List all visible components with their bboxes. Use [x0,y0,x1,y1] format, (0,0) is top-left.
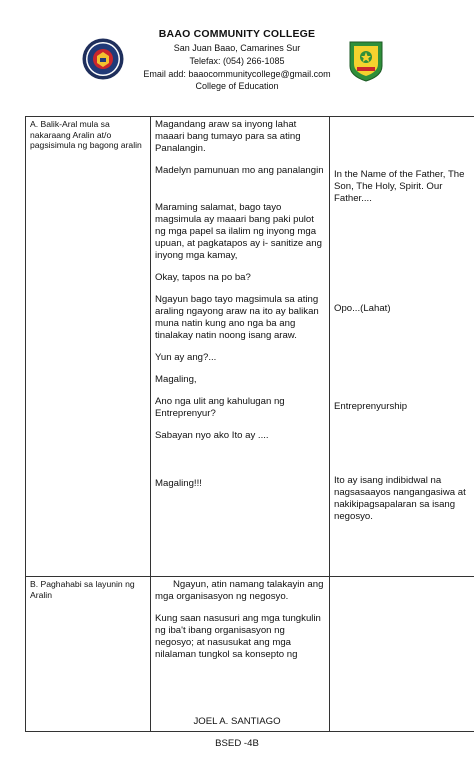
section-label: A. Balik-Aral mula sa nakaraang Aralin at/o pagsisimula ng bagong aralin [30,119,142,150]
institution-telefax: Telefax: (054) 266-1085 [189,56,285,66]
teacher-line: Magaling, [155,374,197,385]
institution-email: Email add: baaocommunitycollege@gmail.com [143,69,331,79]
table-row [26,117,474,577]
college-seal-icon [82,38,124,80]
student-line: Entreprenyurship [334,401,408,412]
section-cell [26,577,151,732]
institution-address: San Juan Baao, Camarines Sur [173,43,301,53]
teacher-activity-cell [151,577,330,732]
teacher-line: Ngayun, atin namang talakayin ang mga organisasyon ng negosyo. [155,579,324,602]
teacher-line: Maraming salamat, bago tayo magsimula ay maaari bang paki pulot ng mga papel sa ilalim ng inyong mga upuan, at pagkatapos ay i- sanitize ang inyong mga kamay, [155,202,322,261]
student-line: Ito ay isang indibidwal na nagsasaayos nangangasiwa at nakikipagsapalaran sa isang negosyo. [334,475,466,522]
teacher-line: Magaling!!! [155,478,202,489]
section-cell [26,117,151,577]
department-emblem-icon [348,40,384,82]
teacher-line: Ano nga ulit ang kahulugan ng Entreprenyur? [155,396,285,419]
institution-name: BAAO COMMUNITY COLLEGE [158,28,316,40]
teacher-line: Yun ay ang?... [155,352,217,363]
lesson-plan-table [25,116,474,732]
teacher-line: Sabayan nyo ako Ito ay .... [155,430,269,441]
student-activity-cell [330,577,474,732]
author-course: BSED -4B [215,738,259,749]
teacher-line: Okay, tapos na po ba? [155,272,251,283]
teacher-line: Magandang araw sa inyong lahat maaari bang tumayo para sa ating Panalangin. [155,119,301,154]
department-name: College of Education [195,81,279,91]
document-header [0,0,474,116]
teacher-line: Madelyn pamunuan mo ang panalangin [155,165,324,176]
table-row [26,577,474,732]
student-activity-cell [330,117,474,577]
section-label: B. Paghahabi sa layunin ng Aralin [30,579,135,600]
author-name: JOEL A. SANTIAGO [193,716,281,727]
teacher-line: Ngayun bago tayo magsimula sa ating araling ngayong araw na ito ay balikan muna natin kung ano nga ba ang tinalakay natin noong isang araw. [155,294,319,341]
teacher-line: Kung saan nasusuri ang mga tungkulin ng iba't ibang organisasyon ng negosyo; at nasusukat ang mga nilalaman tungkol sa konsepto ng [155,613,321,660]
teacher-activity-cell [151,117,330,577]
student-line: Opo...(Lahat) [334,303,391,314]
student-line: In the Name of the Father, The Son, The Holy, Spirit. Our Father.... [334,169,465,204]
